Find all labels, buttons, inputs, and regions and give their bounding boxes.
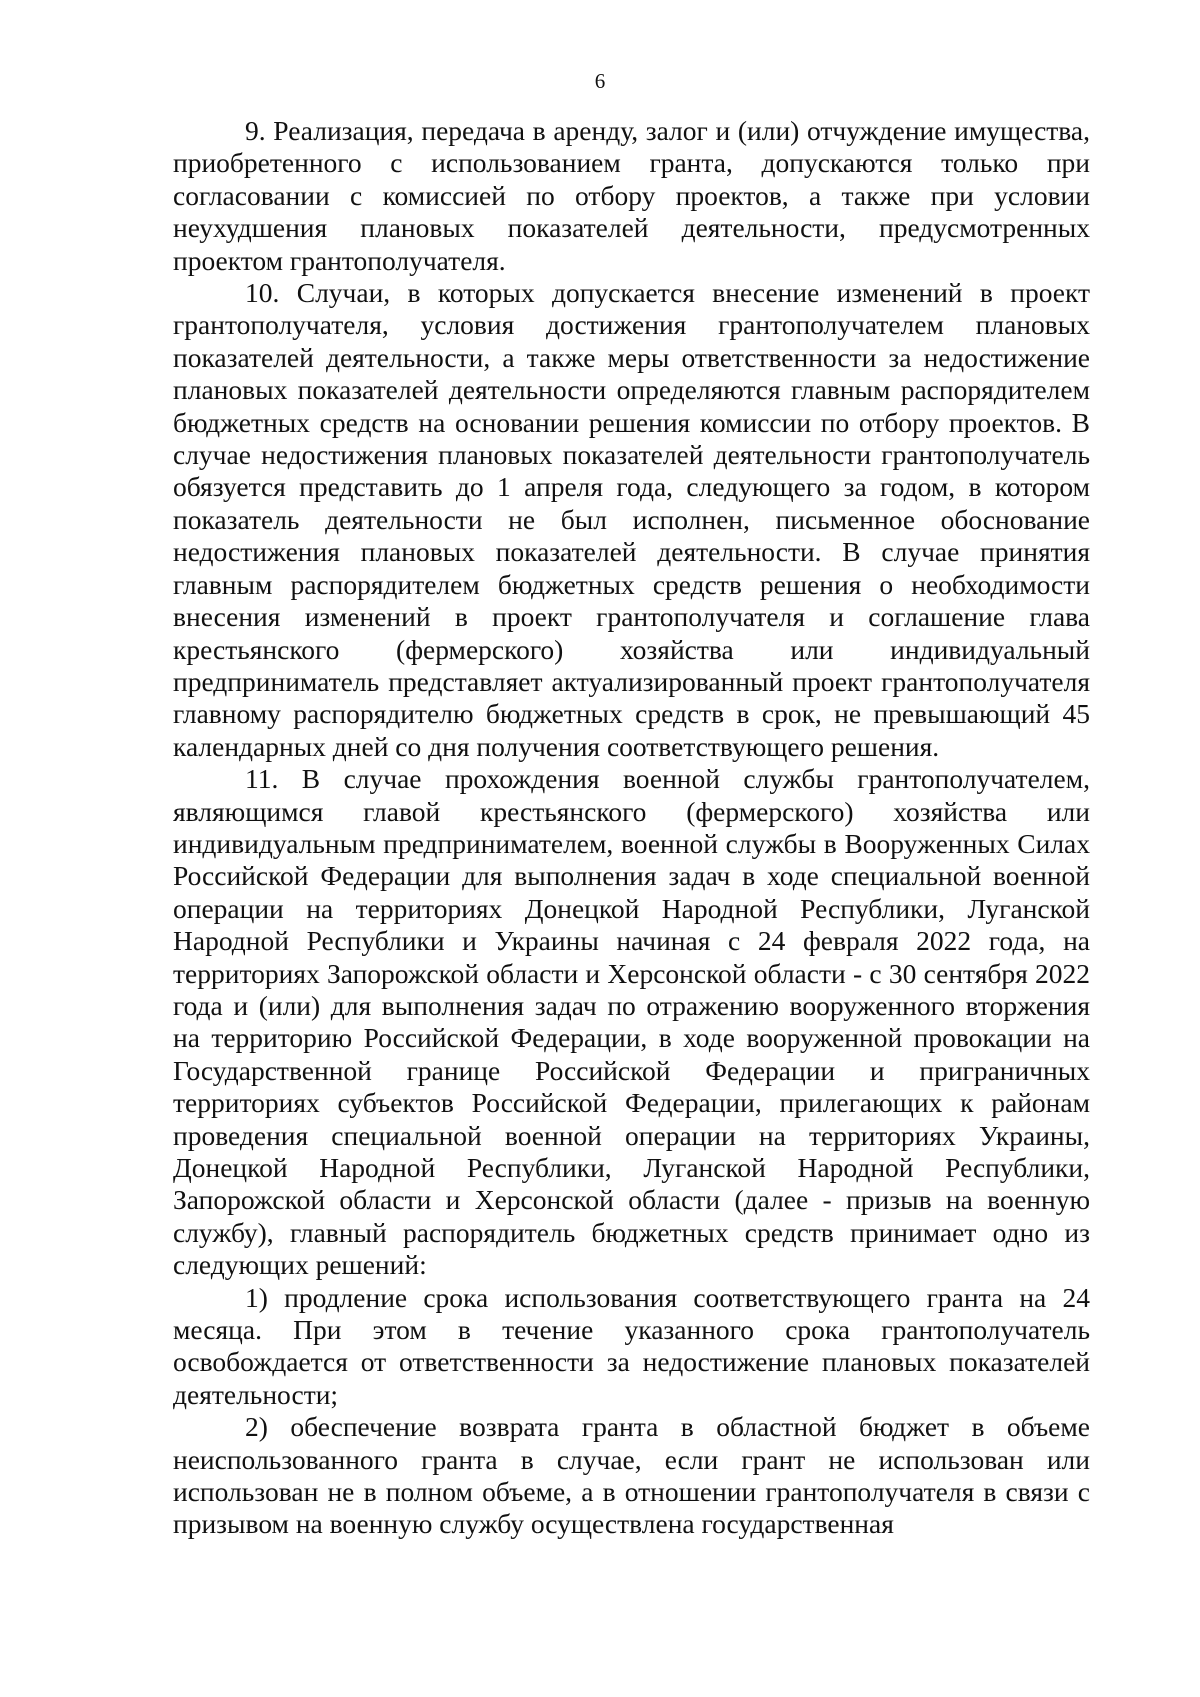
paragraph-10: 10. Случаи, в которых допускается внесение изменений в проект грантополучателя, условия достижения грантополучателем плановых показателей деятельности, а также меры ответственности за недостижение плановых показателей деятельности определяются главным распорядителем бюджетных средств на основании решения комиссии по отбору проектов. В случае недостижения плановых показателей деятельности грантополучатель обязуется представить до 1 апреля года, следующего за годом, в котором показатель деятельности не был исполнен, письменное обоснование недостижения плановых показателей деятельности. В случае принятия главным распорядителем бюджетных средств решения о необходимости внесения изменений в проект грантополучателя и соглашение глава крестьянского (фермерского) хозяйства или индивидуальный предприниматель представляет актуализированный проект грантополучателя главному распорядителю бюджетных средств в срок, не превышающий 45 календарных дней со дня получения соответствующего решения. bbox=[173, 277, 1090, 762]
paragraph-9: 9. Реализация, передача в аренду, залог и (или) отчуждение имущества, приобретенного с использованием гранта, допускаются только при согласовании с комиссией по отбору проектов, а также при условии неухудшения плановых показателей деятельности, предусмотренных проектом грантополучателя. bbox=[173, 115, 1090, 276]
subparagraph-2: 2) обеспечение возврата гранта в областной бюджет в объеме неиспользованного гранта в случае, если грант не использован или использован не в полном объеме, а в отношении грантополучателя в связи с призывом на военную службу осуществлена государственная bbox=[173, 1411, 1090, 1540]
document-body bbox=[173, 115, 1090, 1541]
paragraph-11: 11. В случае прохождения военной службы грантополучателем, являющимся главой крестьянского (фермерского) хозяйства или индивидуальным предпринимателем, военной службы в Вооруженных Силах Российской Федерации для выполнения задач в ходе специальной военной операции на территориях Донецкой Народной Республики, Луганской Народной Республики и Украины начиная с 24 февраля 2022 года, на территориях Запорожской области и Херсонской области - с 30 сентября 2022 года и (или) для выполнения задач по отражению вооруженного вторжения на территорию Российской Федерации, в ходе вооруженной провокации на Государственной границе Российской Федерации и приграничных территориях субъектов Российской Федерации, прилегающих к районам проведения специальной военной операции на территориях Украины, Донецкой Народной Республики, Луганской Народной Республики, Запорожской области и Херсонской области (далее - призыв на военную службу), главный распорядитель бюджетных средств принимает одно из следующих решений: bbox=[173, 763, 1090, 1281]
subparagraph-1: 1) продление срока использования соответствующего гранта на 24 месяца. При этом в течение указанного срока грантополучатель освобождается от ответственности за недостижение плановых показателей деятельности; bbox=[173, 1281, 1090, 1410]
page-number: 6 bbox=[594, 69, 606, 93]
